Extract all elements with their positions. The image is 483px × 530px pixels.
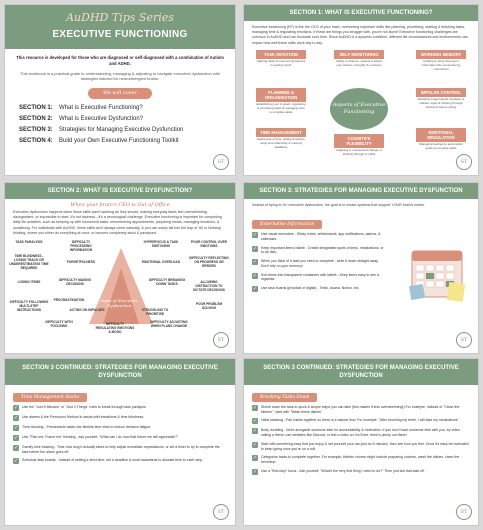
list-item: ✓ Categorise tasks to complete together. For example, kitchen chores might include preparing lunches, wash the dishes, clean the benchtop. bbox=[252, 455, 460, 465]
logo-icon: ST bbox=[456, 332, 472, 348]
ef-box: WORKING MEMORY Holding & using short-term information like remembering instructions bbox=[416, 50, 466, 72]
check-icon: ✓ bbox=[252, 259, 258, 266]
list-item: ✓ When you think of a task you need to complete - write it down straight away. Don't rely on your memory! bbox=[252, 259, 379, 268]
list-item: ✓ Time blocking - Preschedule tasks into flexible time slots to reduce decision fatigue. bbox=[13, 425, 152, 431]
calendar-illustration bbox=[408, 243, 470, 305]
sign-label: DIFFICULTY MAKING DECISIONS bbox=[58, 278, 92, 287]
script-subtitle: When your brain's CEO is Out of Office bbox=[70, 202, 170, 208]
intro-bold-text: This resource is developed for those who are diagnosed or self-diagnosed with a combination of Autism and ADHD. bbox=[16, 55, 224, 66]
strategy-pill: Time Management Hacks bbox=[13, 393, 87, 402]
sign-label: HYPERFOCUS & TASK SWITCHING bbox=[143, 240, 179, 249]
section-item: SECTION 4: Build your Own Executive Functioning Toolkit bbox=[19, 137, 179, 144]
sign-label: PROCRASTINATION bbox=[53, 298, 85, 303]
logo-icon: ST bbox=[456, 504, 472, 520]
check-icon: ✓ bbox=[252, 232, 258, 239]
section-item: SECTION 3: Strategies for Managing Executive Dysfunction bbox=[19, 126, 184, 133]
check-icon: ✓ bbox=[13, 415, 19, 421]
list-item: ✓ Schedule task boards - Instead of setting a strict time, set a deadline & work backwards to allocate time to each step. bbox=[13, 458, 203, 465]
ef-box: PLANNING & ORGANISATION Establishing your & goals, organising & prioritising tasks & managing time to complete tasks bbox=[256, 89, 306, 115]
sign-label: DIFFICULTY REGULATING EMOTIONS & MOOD bbox=[95, 322, 135, 335]
strategy-list bbox=[5, 405, 235, 464]
section-title: SECTION 3: STRATEGIES FOR MANAGING EXECUTIVE DYSFUNCTION bbox=[244, 183, 478, 199]
list-item: ✓ Use alarms & the Pomodoro Method to assist with transitions & time blindness. bbox=[13, 415, 145, 421]
page-section-3-tasks bbox=[243, 358, 479, 526]
section-body: Executive functioning (EF) is like the CEO of your brain, overseeing important skills like planning, prioritising, starting & finishing tasks, managing time & regulating emotions. If these are things you struggle with, you're not alone! Executive functioning challenges are common in AuDHD and can fluctuate over time. Since AuDHD is a dynamic condition, different life circumstances and environments can impact how well these skills work day to day. bbox=[252, 25, 468, 45]
sign-label: LOSING ITEMS bbox=[17, 280, 41, 285]
cover-pill: We will cover bbox=[88, 88, 152, 99]
check-icon: ✓ bbox=[252, 455, 258, 462]
section-list bbox=[5, 99, 235, 144]
list-item: ✓ Gamify time tracking - Time how long it actually takes to help adjust unrealistic expectations, or set a timer to try to complete the task before the alarm goes off. bbox=[13, 445, 220, 454]
section-intro: Instead of trying to 'fix' executive dysfunction, the goal is to create systems that support YOUR brain's needs. bbox=[252, 203, 425, 207]
check-icon: ✓ bbox=[252, 245, 258, 252]
section-body: Executive dysfunction happens when these skills aren't working as they should, making everyday tasks feel overwhelming, disorganised, or impossible to start. It's not laziness—it's a neurological challenge. Executive functioning is important for completing daily life activities, such as keeping up with household tasks, remembering appointments, preparing meals, managing emotions, & socialising. For individuals with AuDHD, these skills don't always come naturally, & you can easily fall into the trap of 'All or Nothing' thinking, where you either do everything at once, or become completely stuck & paralysed. bbox=[13, 210, 222, 235]
section-item: SECTION 2: What is Executive Dysfunction? bbox=[19, 115, 144, 122]
page-section-1 bbox=[243, 4, 479, 176]
logo-icon: ST bbox=[213, 504, 229, 520]
check-icon: ✓ bbox=[252, 272, 258, 279]
check-icon: ✓ bbox=[13, 425, 19, 431]
sign-label: DIFFICULTY FOLLOWING MULTI-STEP INSTRUCTIONS bbox=[9, 300, 49, 313]
logo-icon: ST bbox=[213, 332, 229, 348]
dysfunction-diagram bbox=[9, 240, 231, 335]
list-item: ✓ Sort items into transparent containers with labels - Keep items easy to see & organise. bbox=[252, 272, 380, 282]
check-icon: ✓ bbox=[252, 441, 258, 448]
strategy-pill: Externalise Information bbox=[252, 220, 322, 229]
list-item: ✓ Body doubling - Work alongside someone else for accountability & motivation. If you don't have someone else with you, try video calling a friend, use websites like Discord, or find a video on YouTube, there's plenty out there! bbox=[252, 428, 460, 438]
sign-label: DIFFICULTY PROCESSING INFORMATION bbox=[69, 240, 93, 253]
sign-label: EMOTIONAL OVERLOAD bbox=[141, 260, 180, 265]
list-item: ✓ Use a "first-step" focus - Ask yourself, "What's the very first thing I need to do?" Then just tick that task off. bbox=[252, 468, 425, 475]
list-item: ✓ Keep important items visible - Create designated spots of keys, medications, or to-do lists. bbox=[252, 245, 384, 255]
sign-label: DIFFICULTY ADJUSTING WHEN PLANS CHANGE bbox=[150, 320, 188, 329]
section-title: SECTION 1: WHAT IS EXECUTIVE FUNCTIONING? bbox=[244, 5, 478, 21]
section-title: SECTION 3 CONTINUED: STRATEGIES FOR MANAGING EXECUTIVE DYSFUNCTION bbox=[5, 359, 235, 385]
check-icon: ✓ bbox=[252, 405, 258, 411]
check-icon: ✓ bbox=[13, 435, 19, 441]
logo-icon: ST bbox=[456, 154, 472, 170]
section-item: SECTION 1: What is Executive Functioning? bbox=[19, 104, 143, 111]
sign-label: FORGETFULNESS bbox=[66, 260, 96, 265]
intro-text: This workbook is a practical guide to understanding, managing & adjusting to navigate executive dysfunction with strategies tailored for neurodivergent brains. bbox=[20, 70, 220, 82]
strategy-list bbox=[244, 405, 478, 475]
section-title: SECTION 2: WHAT IS EXECUTIVE DYSFUNCTION? bbox=[5, 183, 235, 199]
check-icon: ✓ bbox=[252, 285, 258, 292]
list-item: ✓ Use visual reminders - Sticky notes, whiteboards, app notifications, alarms, & calendars. bbox=[252, 232, 381, 241]
sign-label: TIME BLINDNESS - LOSING TRACK OR UNDERESTIMATING TIME REQUIRED bbox=[9, 254, 49, 271]
list-item: ✓ Use task boards (physical or digital) - Trello, Asana, Notion, etc. bbox=[252, 285, 360, 292]
sign-label: ACTING ON IMPULSES bbox=[69, 308, 105, 313]
sign-label: DIFFICULTY BREAKING DOWN TASKS bbox=[148, 278, 186, 287]
sign-label: POOR CONTROL OVER EMOTIONS bbox=[191, 240, 227, 249]
section-title: SECTION 3 CONTINUED: STRATEGIES FOR MANAGING EXECUTIVE DYSFUNCTION bbox=[244, 359, 478, 385]
check-icon: ✓ bbox=[252, 418, 258, 425]
ef-center-label: Aspects of Executive Functioning bbox=[330, 88, 388, 130]
check-icon: ✓ bbox=[252, 428, 258, 435]
list-item: ✓ Habit stacking - Pair habits together so there is a natural flow. For example: "After brushing my teeth, I will take my medications". bbox=[252, 418, 460, 425]
ef-box: IMPULSE CONTROL Resisting inappropriate impulses or sudden urges & thinking through decisions before acting bbox=[417, 89, 465, 109]
cover-header bbox=[5, 5, 235, 49]
strategy-pill: Breaking Tasks Down bbox=[252, 393, 317, 402]
list-item: ✓ Shrink down the task to quick & simple steps you can take (this makes it less overwhelming!) For example, instead of "Clean the kitchen", start with "Wash these dishes". bbox=[252, 405, 460, 414]
ef-diagram bbox=[248, 50, 474, 168]
ef-box: EMOTIONAL REGULATION Managing feelings to accomplish goals & complete tasks bbox=[416, 128, 466, 151]
list-item: ✓ Use "Plan me, Future me" thinking - ask yourself, "What can I do now that future me will appreciate?" bbox=[13, 435, 179, 441]
series-title: AuDHD Tips Series bbox=[66, 11, 174, 24]
check-icon: ✓ bbox=[13, 458, 19, 465]
check-icon: ✓ bbox=[252, 468, 258, 475]
strategy-list bbox=[244, 232, 394, 292]
check-icon: ✓ bbox=[13, 445, 19, 451]
triangle-center-label: Signs of Executive Dysfunction bbox=[100, 298, 138, 309]
ef-box: COGNITIVE FLEXIBILITY Adapting to unexpected change or thinking through to shifts bbox=[334, 134, 384, 157]
page-section-3 bbox=[243, 182, 479, 354]
logo-icon: ST bbox=[213, 154, 229, 170]
list-item: ✓ Use the "Just 5 Minutes" or "Just 3 Things" rules to break through task paralysis. bbox=[13, 405, 147, 411]
ef-box: SELF MONITORING Ability to observe, assess & adjust your actions, thoughts & emotions bbox=[334, 50, 384, 68]
sign-label: STRUGGLING TO PRIORITISE bbox=[141, 308, 169, 317]
page-section-2 bbox=[4, 182, 236, 354]
list-item: ✓ Start with something easy that you enjoy & set yourself your can just do 5 minutes, then see how you feel. Once it's easy be motivated to keep going once you're on a roll! bbox=[252, 441, 469, 451]
sign-label: TASK PARALYSIS bbox=[15, 240, 43, 245]
ef-box: TASK INITIATION Starting tasks & overcoming barriers to getting 'stuck' bbox=[256, 51, 306, 67]
sign-label: POOR PROBLEM SOLVING bbox=[195, 302, 223, 311]
page-section-3-time bbox=[4, 358, 236, 526]
sign-label: ALLOWING DISTRACTION TO DICTATE DECISIONS bbox=[193, 280, 225, 293]
ef-box: TIME MANAGEMENT Awareness of time, setting timelines, using time effectively & meeting deadlines bbox=[256, 129, 306, 149]
page-title: EXECUTIVE FUNCTIONING bbox=[52, 29, 188, 40]
page-cover bbox=[4, 4, 236, 176]
check-icon: ✓ bbox=[13, 405, 19, 411]
sign-label: DIFFICULTY REFLECTING ON PROGRESS OR ERRORS bbox=[189, 256, 229, 269]
sign-label: DIFFICULTY WITH FOCUSING bbox=[45, 320, 73, 329]
